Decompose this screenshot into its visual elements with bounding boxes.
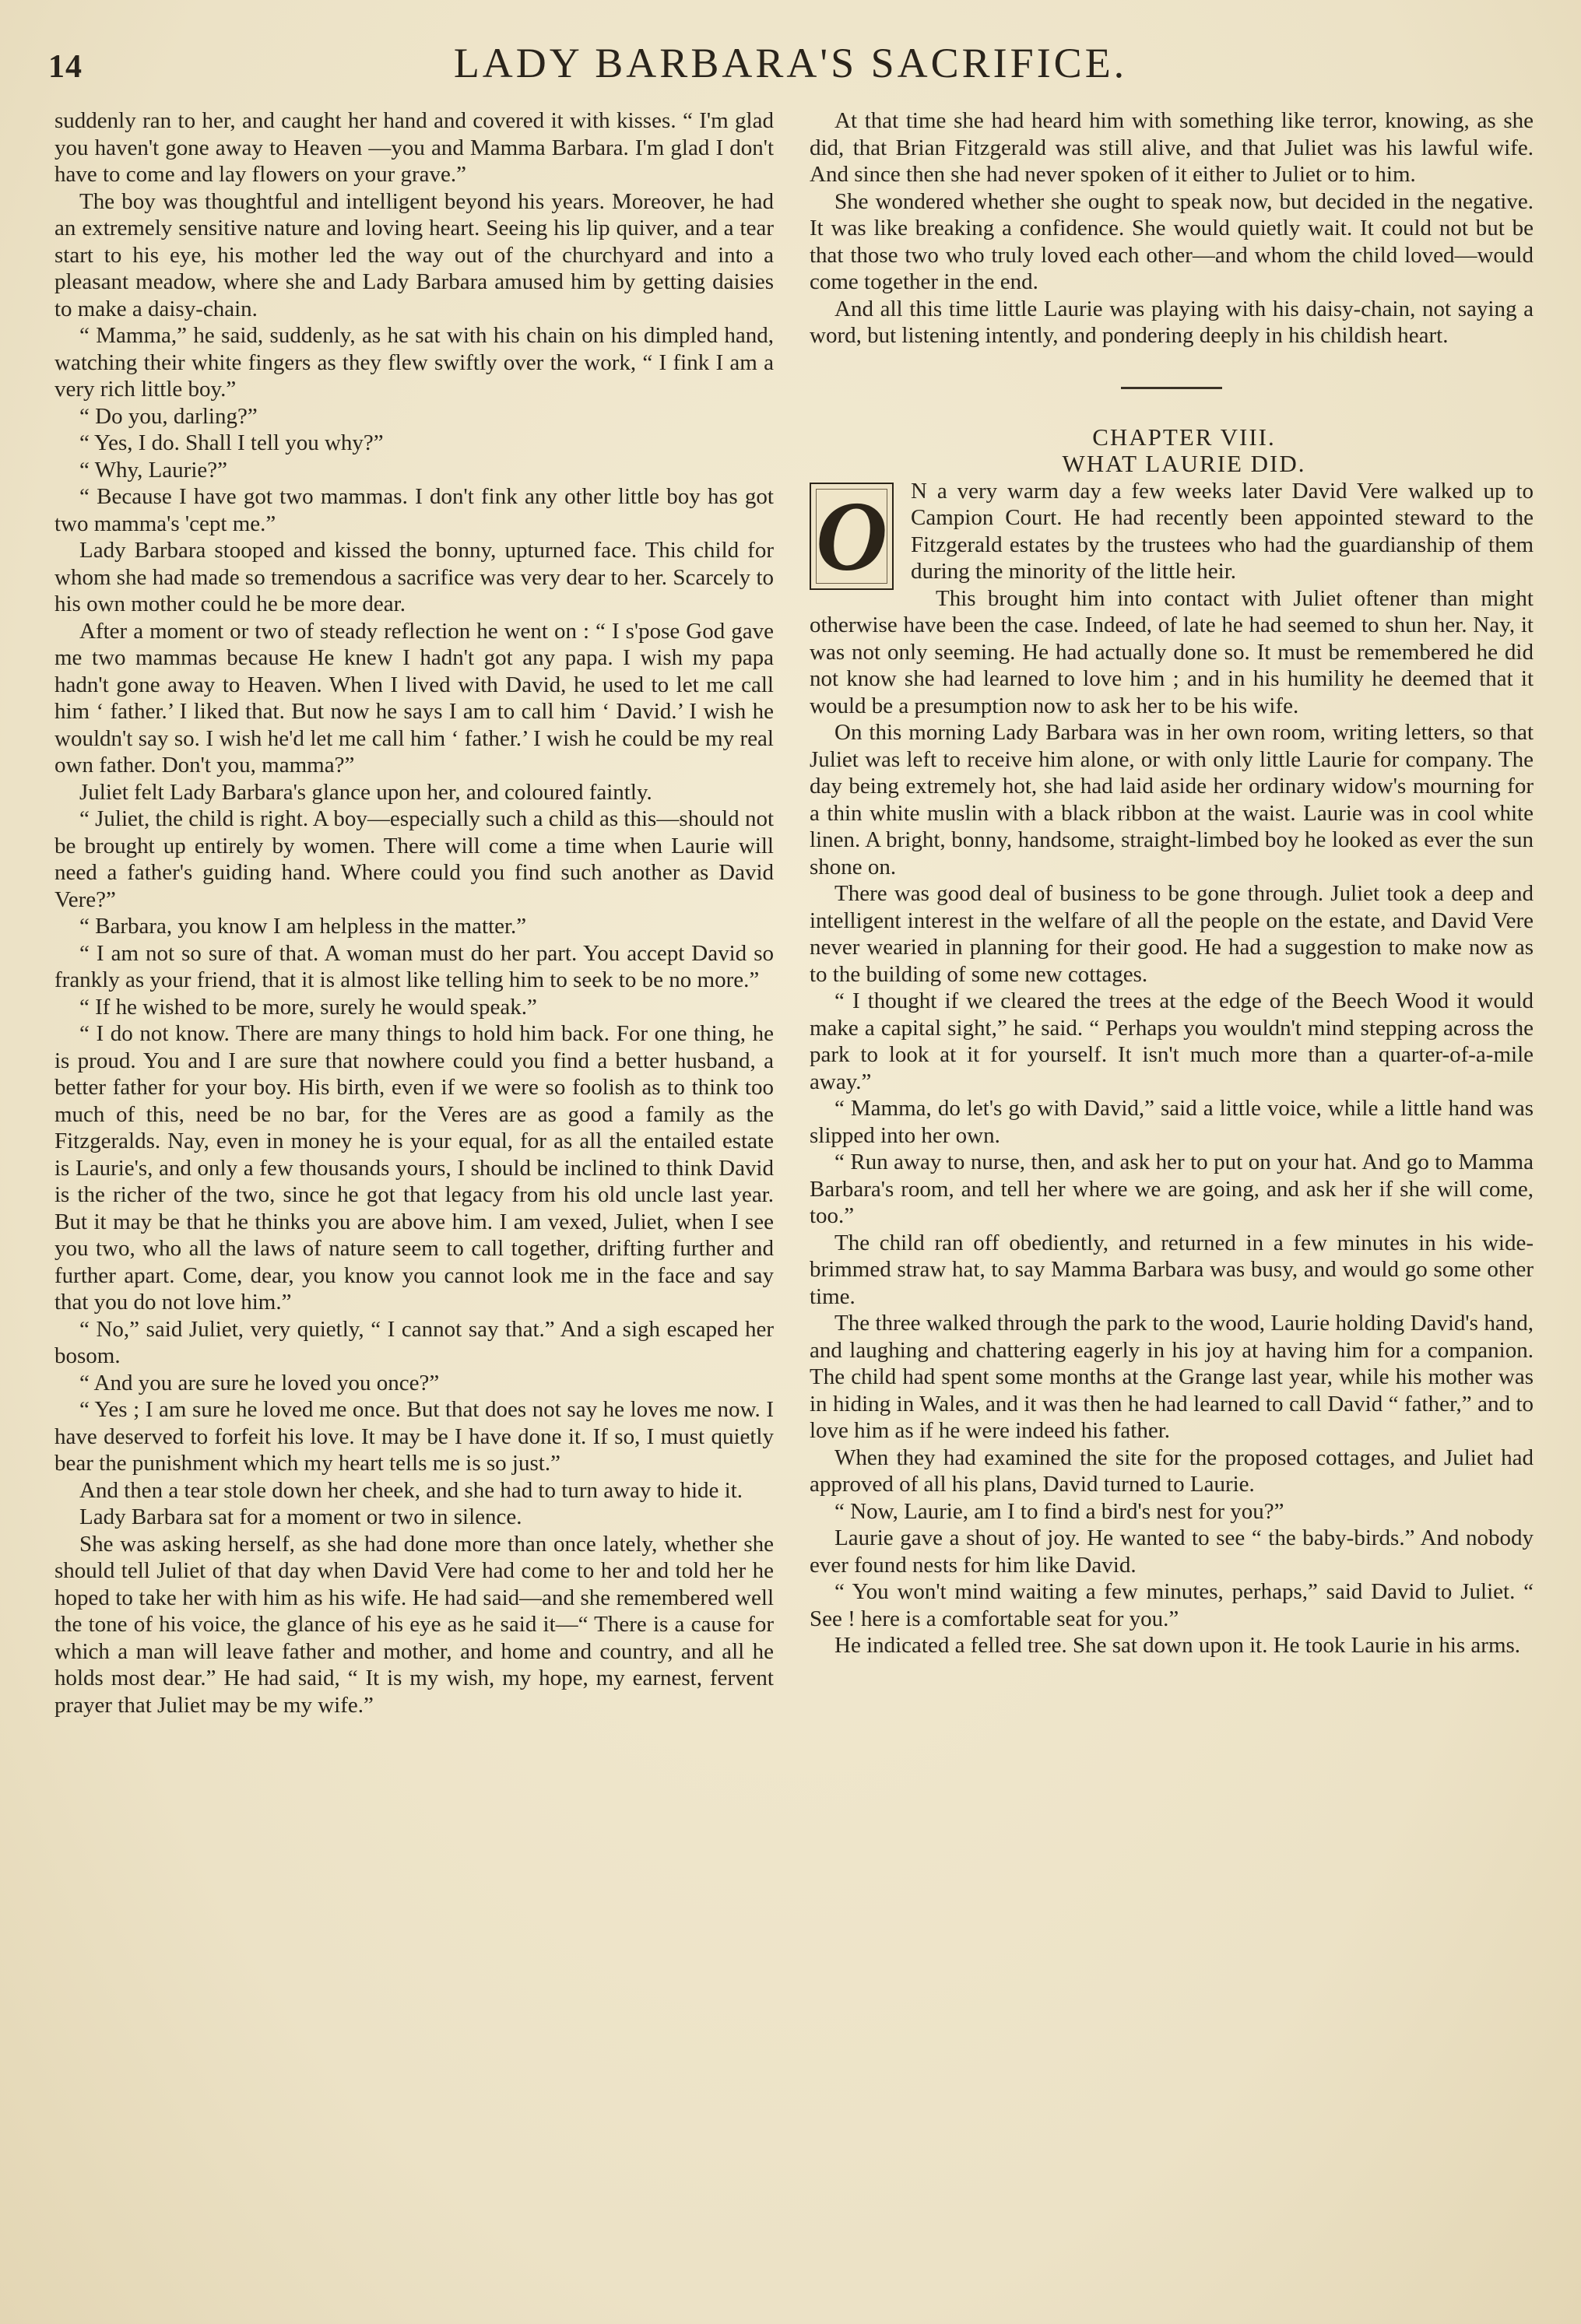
paragraph: “ I am not so sure of that. A woman must do her part. You accept David so frankly as your friend, that it is almost like telling him to seek to be no more.” (54, 940, 774, 992)
paragraph: “ I do not know. There are many things to hold him back. For one thing, he is proud. You and I are sure that nowhere could you find a better husband, a better father for your boy. His birth, even if we were so foolish as to think too much of this, need be no bar, for the Veres are as good a family as the Fitzgeralds. Nay, even in money he is your equal, for as all the entailed estate is Laurie's, and only a few thousands yours, I should be inclined to think David is the richer of the two, since he got that legacy from his old uncle last year. But it may be that he thinks you are above him. I am vexed, Juliet, when I see you two, who all the laws of nature seem to call together, drifting further and further apart. Come, dear, you know you cannot look me in the face and say that you do not love him.” (54, 1021, 774, 1315)
paragraph: The boy was thoughtful and intelligent beyond his years. Moreover, he had an extremely sensitive nature and loving heart. Seeing his lip quiver, and a tear start to his eye, his mother led the way out of the churchyard and into a pleasant meadow, where she and Lady Barbara amused him by getting daisies to make a daisy-chain. (54, 188, 774, 321)
left-column (54, 107, 774, 1718)
paragraph: At that time she had heard him with something like terror, knowing, as she did, that Brian Fitzgerald was still alive, and that Juliet was his lawful wife. And since then she had never spoken of it either to Juliet or to him. (810, 108, 1534, 187)
paragraph: The three walked through the park to the wood, Laurie holding David's hand, and laughing and chattering eagerly in his joy at having him for a companion. The child had spent some months at the Grange last year, while his mother was in hiding in Wales, and it was then he had learned to call David “ father,” and to love him as if he were indeed his father. (810, 1311, 1534, 1443)
paragraph: “ Barbara, you know I am helpless in the matter.” (79, 914, 527, 939)
paragraph: “ Mamma, do let's go with David,” said a little voice, while a little hand was slipped into her own. (810, 1096, 1534, 1148)
paragraph: The child ran off obediently, and returned in a few minutes in his wide-brimmed straw hat, to say Mamma Barbara was busy, and would go some other time. (810, 1230, 1534, 1309)
paragraph: “ Run away to nurse, then, and ask her to put on your hat. And go to Mamma Barbara's room, and tell her where we are going, and ask her if she will come, too.” (810, 1150, 1534, 1228)
chapter-opening-paragraph (810, 478, 1534, 592)
paragraph: He indicated a felled tree. She sat down upon it. He took Laurie in his arms. (834, 1633, 1521, 1658)
paragraph: She wondered whether she ought to speak now, but decided in the negative. It was like breaking a confidence. She would quietly wait. It could not but be that those two who truly loved each other—and whom the child loved—would come together in the end. (810, 188, 1534, 294)
right-column (810, 107, 1534, 1659)
paragraph: “ I thought if we cleared the trees at the edge of the Beech Wood it would make a capital sight,” he said. “ Perhaps you wouldn't mind stepping across the park to look at it for yourself. It isn't much more than a quarter-of-a-mile away.” (810, 988, 1534, 1094)
paragraph: “ Juliet, the child is right. A boy—especially such a child as this—should not be brought up entirely by women. There will come a time when Laurie will need a father's guiding hand. Where could you find such another as David Vere?” (54, 806, 774, 912)
paragraph: Lady Barbara sat for a moment or two in silence. (79, 1504, 522, 1529)
chapter-title: WHAT LAURIE DID. (1062, 450, 1306, 477)
paragraph: “ You won't mind waiting a few minutes, perhaps,” said David to Juliet. “ See ! here is a comfortable seat for you.” (810, 1579, 1534, 1631)
paragraph: Juliet felt Lady Barbara's glance upon her, and coloured faintly. (79, 779, 652, 805)
paragraph: And then a tear stole down her cheek, and she had to turn away to hide it. (79, 1477, 743, 1503)
paragraph: “ If he wished to be more, surely he would speak.” (79, 994, 537, 1020)
paragraph: When they had examined the site for the proposed cottages, and Juliet had approved of all his plans, David turned to Laurie. (810, 1445, 1534, 1497)
paragraph: “ Now, Laurie, am I to find a bird's nest for you?” (834, 1498, 1284, 1524)
opening-text: N a very warm day a few weeks later David Vere walked up to Campion Court. He had recently been appointed steward to the Fitzgerald estates by the trustees who had the guardianship of them during the minority of the little heir. (911, 478, 1534, 584)
running-head-title: LADY BARBARA'S SACRIFICE. (453, 40, 1128, 86)
paragraph: “ Do you, darling?” (79, 403, 258, 429)
paragraph: This brought him into contact with Juliet oftener than might otherwise have been the case. Indeed, of late he had seemed to shun her. Nay, it was not only seeming. He had actually done so. It must be remembered he did not know she had learned to love him ; and in his humility he deemed that it would be a presumption now to ask her to be his wife. (810, 585, 1534, 718)
paragraph: There was good deal of business to be gone through. Juliet took a deep and intelligent interest in the welfare of all the people on the estate, and David Vere never wearied in planning for their good. He had a suggestion to make now as to the building of some new cottages. (810, 881, 1534, 987)
paragraph: On this morning Lady Barbara was in her own room, writing letters, so that Juliet was left to receive him alone, or with only little Laurie for company. The day being extremely hot, she had laid aside her ordinary widow's mourning for a thin white muslin with a black ribbon at the waist. Laurie was in cool white linen. A bright, bonny, handsome, straight-limbed boy he looked as ever the sun shone on. (810, 720, 1534, 879)
paragraph: Laurie gave a shout of joy. He wanted to see “ the baby-birds.” And nobody ever found nests for him like David. (810, 1525, 1534, 1578)
paragraph: “ Mamma,” he said, suddenly, as he sat with his chain on his dimpled hand, watching their white fingers as they flew swiftly over the work, “ I fink I am a very rich little boy.” (54, 323, 774, 402)
paragraph: Lady Barbara stooped and kissed the bonny, upturned face. This child for whom she had made so tremendous a sacrifice was very dear to her. Scarcely to his own mother could he be more dear. (54, 538, 774, 616)
page-number: 14 (48, 49, 83, 85)
paragraph: She was asking herself, as she had done more than once lately, whether she should tell Juliet of that day when David Vere had come to her and told her he hoped to take her with him as his wife. He had said—and she remembered well the tone of his voice, the glance of his eye as he said it—“ There is a cause for which a man will leave father and mother, and home and country, and all he holds most dear.” He had said, “ It is my wish, my hope, my earnest, fervent prayer that Juliet may be my wife.” (54, 1531, 774, 1718)
section-divider (810, 349, 1534, 424)
paragraph: suddenly ran to her, and caught her hand and covered it with kisses. “ I'm glad you haven't gone away to Heaven —you and Mamma Barbara. I'm glad I don't have to come and lay flowers on your grave.” (54, 108, 774, 187)
chapter-number: CHAPTER VIII. (1092, 423, 1276, 451)
paragraph: After a moment or two of steady reflection he went on : “ I s'pose God gave me two mammas because He knew I hadn't got any papa. I wish my papa hadn't gone away to Heaven. When I lived with David, he used to let me call him ‘ father.’ I liked that. But now he says I am to call him ‘ David.’ I wish he wouldn't say so. I wish he'd let me call him ‘ father.’ I wish he could be my real own father. Don't you, mamma?” (54, 618, 774, 778)
drop-cap-initial: O (810, 483, 894, 590)
paragraph: “ And you are sure he loved you once?” (79, 1370, 440, 1395)
paragraph: “ Why, Laurie?” (79, 457, 228, 483)
paragraph: “ Yes ; I am sure he loved me once. But that does not say he loves me now. I have deserved to forfeit his love. It may be I have done it. If so, I must quietly bear the punishment which my heart tells me is so just.” (54, 1397, 774, 1476)
paragraph: And all this time little Laurie was playing with his daisy-chain, not saying a word, but listening intently, and pondering deeply in his childish heart. (810, 296, 1534, 348)
paragraph: “ No,” said Juliet, very quietly, “ I cannot say that.” And a sigh escaped her bosom. (54, 1316, 774, 1368)
paragraph: “ Because I have got two mammas. I don't fink any other little boy has got two mamma's 'cept me.” (54, 484, 774, 536)
paragraph: “ Yes, I do. Shall I tell you why?” (79, 430, 384, 455)
divider-rule (1121, 387, 1222, 389)
